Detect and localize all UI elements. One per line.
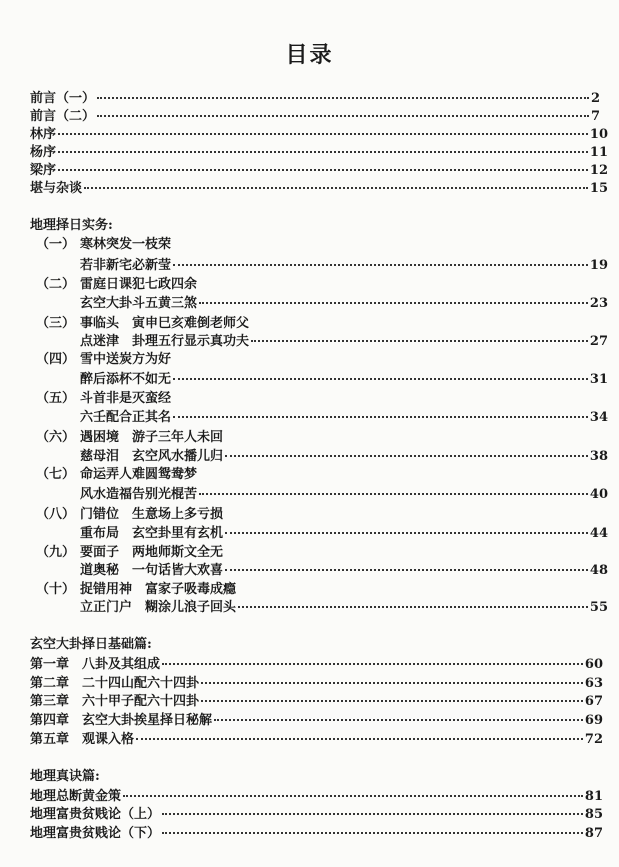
toc-text: 第一章 八卦及其组成 — [30, 657, 161, 672]
leader-dots — [225, 569, 588, 571]
toc-line[interactable] — [30, 732, 603, 748]
leader-dots — [238, 606, 588, 608]
toc-line[interactable] — [80, 334, 608, 350]
leader-dots — [162, 813, 583, 815]
entry-title-line1: 寒林突发一枝荣 — [80, 237, 172, 252]
entry-title-line2: 立正门户 糊涂儿浪子回头 — [80, 600, 237, 615]
leader-dots — [199, 493, 588, 495]
leader-dots — [199, 302, 588, 304]
toc-text: 第四章 玄空大卦挨星择日秘解 — [30, 713, 213, 728]
leader-dots — [251, 340, 588, 342]
entry-title-line2: 道奥秘 一句话皆大欢喜 — [80, 563, 224, 578]
entry-title-line2: 醉后添杯不如无 — [80, 372, 172, 387]
leader-dots — [162, 663, 583, 665]
toc-page-number: 60 — [584, 657, 603, 672]
toc-line[interactable] — [30, 676, 603, 692]
entry-number: （六） — [36, 430, 76, 445]
leader-dots — [84, 187, 588, 189]
leader-dots — [136, 738, 583, 740]
entry-title-line1: 事临头 寅申巳亥难倒老师父 — [80, 316, 250, 331]
toc-page-number: 44 — [589, 526, 608, 541]
toc-text: 地理富贵贫贱论（下） — [30, 826, 161, 841]
toc-text: 堪与杂谈 — [30, 181, 83, 196]
toc-page-number: 48 — [589, 563, 608, 578]
entry-number: （二） — [36, 277, 76, 292]
toc-page-number: 12 — [589, 163, 608, 178]
toc-text: 前言（二） — [30, 109, 96, 124]
leader-dots — [97, 115, 589, 117]
toc-page-number: 10 — [589, 127, 608, 142]
entry-title-line1: 命运弄人难圆鸳鸯梦 — [80, 467, 198, 482]
entry-title-line2: 慈母泪 玄空风水播儿归 — [80, 449, 224, 464]
leader-dots — [97, 97, 589, 99]
toc-page-number: 15 — [589, 181, 608, 196]
leader-dots — [58, 133, 588, 135]
toc-text: 前言（一） — [30, 91, 96, 106]
entry-number: （三） — [36, 316, 76, 331]
toc-line[interactable] — [80, 487, 608, 503]
leader-dots — [173, 416, 588, 418]
toc-page-number: 31 — [589, 372, 608, 387]
entry-title-line2: 玄空大卦斗五黄三煞 — [80, 296, 198, 311]
toc-text: 第二章 二十四山配六十四卦 — [30, 676, 200, 691]
toc-text: 梁序 — [30, 163, 57, 178]
toc-line[interactable] — [80, 563, 608, 579]
entry-title-line1: 要面子 两地师斯文全无 — [80, 545, 224, 560]
toc-page-number: 7 — [590, 109, 600, 124]
toc-line[interactable] — [30, 826, 603, 842]
toc-line[interactable] — [80, 410, 608, 426]
leader-dots — [123, 795, 583, 797]
toc-line[interactable] — [80, 258, 608, 274]
leader-dots — [225, 455, 588, 457]
toc-text: 第五章 观课入格 — [30, 732, 135, 747]
entry-title-line1: 遇困境 游子三年人未回 — [80, 430, 224, 445]
toc-line[interactable] — [30, 181, 608, 197]
entry-number: （一） — [36, 237, 76, 252]
toc-page-number: 81 — [584, 789, 603, 804]
toc-line[interactable] — [30, 657, 603, 673]
toc-page-number: 38 — [589, 449, 608, 464]
entry-title-line1: 雷庭日课犯七政四余 — [80, 277, 198, 292]
leader-dots — [58, 151, 588, 153]
toc-line[interactable] — [30, 807, 603, 823]
toc-line[interactable] — [30, 789, 603, 805]
toc-page-number: 63 — [584, 676, 603, 691]
toc-page-number: 72 — [584, 732, 603, 747]
toc-page-number: 55 — [589, 600, 608, 615]
toc-page-number: 85 — [584, 807, 603, 822]
entry-title-line1: 门错位 生意场上多亏损 — [80, 507, 224, 522]
entry-number: （九） — [36, 545, 76, 560]
entry-title-line2: 点迷津 卦理五行显示真功夫 — [80, 334, 250, 349]
section-heading: 地理择日实务: — [30, 218, 113, 233]
leader-dots — [225, 532, 588, 534]
toc-line[interactable] — [30, 109, 600, 125]
leader-dots — [173, 378, 588, 380]
entry-number: （四） — [36, 352, 76, 367]
entry-title-line1: 斗首非是灭蛮经 — [80, 391, 172, 406]
toc-page-number: 34 — [589, 410, 608, 425]
entry-title-line1: 雪中送炭方为好 — [80, 352, 172, 367]
section-heading: 玄空大卦择日基础篇: — [30, 637, 152, 652]
toc-line[interactable] — [30, 91, 600, 107]
entry-number: （八） — [36, 507, 76, 522]
entry-number: （七） — [36, 467, 76, 482]
leader-dots — [201, 682, 583, 684]
toc-page-number: 67 — [584, 694, 603, 709]
toc-text: 地理富贵贫贱论（上） — [30, 807, 161, 822]
toc-text: 杨序 — [30, 145, 57, 160]
toc-page-number: 2 — [590, 91, 600, 106]
leader-dots — [201, 700, 583, 702]
toc-text: 地理总断黄金策 — [30, 789, 122, 804]
entry-title-line2: 风水造福告别光棍苦 — [80, 487, 198, 502]
toc-page-number: 27 — [589, 334, 608, 349]
leader-dots — [162, 832, 583, 834]
toc-page-number: 19 — [589, 258, 608, 273]
toc-page-number: 23 — [589, 296, 608, 311]
toc-line[interactable] — [30, 694, 603, 710]
toc-line[interactable] — [80, 449, 608, 465]
toc-text: 林序 — [30, 127, 57, 142]
toc-line[interactable] — [30, 163, 608, 179]
toc-page-number: 11 — [589, 145, 608, 160]
toc-text: 第三章 六十甲子配六十四卦 — [30, 694, 200, 709]
entry-title-line1: 捉错用神 富家子吸毒成瘾 — [80, 582, 237, 597]
entry-number: （十） — [36, 582, 76, 597]
toc-line[interactable] — [30, 713, 603, 729]
entry-number: （五） — [36, 391, 76, 406]
leader-dots — [58, 169, 588, 171]
page-title: 目录 — [285, 42, 334, 68]
toc-page-number: 40 — [589, 487, 608, 502]
toc-line[interactable] — [80, 600, 608, 616]
entry-title-line2: 重布局 玄空卦里有玄机 — [80, 526, 224, 541]
leader-dots — [173, 264, 588, 266]
entry-title-line2: 六壬配合正其名 — [80, 410, 172, 425]
toc-line[interactable] — [80, 526, 608, 542]
toc-line[interactable] — [30, 127, 608, 143]
toc-line[interactable] — [80, 372, 608, 388]
leader-dots — [214, 719, 583, 721]
toc-line[interactable] — [30, 145, 608, 161]
toc-page-number: 87 — [584, 826, 603, 841]
entry-title-line2: 若非新宅必新莹 — [80, 258, 172, 273]
section-heading: 地理真诀篇: — [30, 769, 100, 784]
toc-page-number: 69 — [584, 713, 603, 728]
toc-line[interactable] — [80, 296, 608, 312]
